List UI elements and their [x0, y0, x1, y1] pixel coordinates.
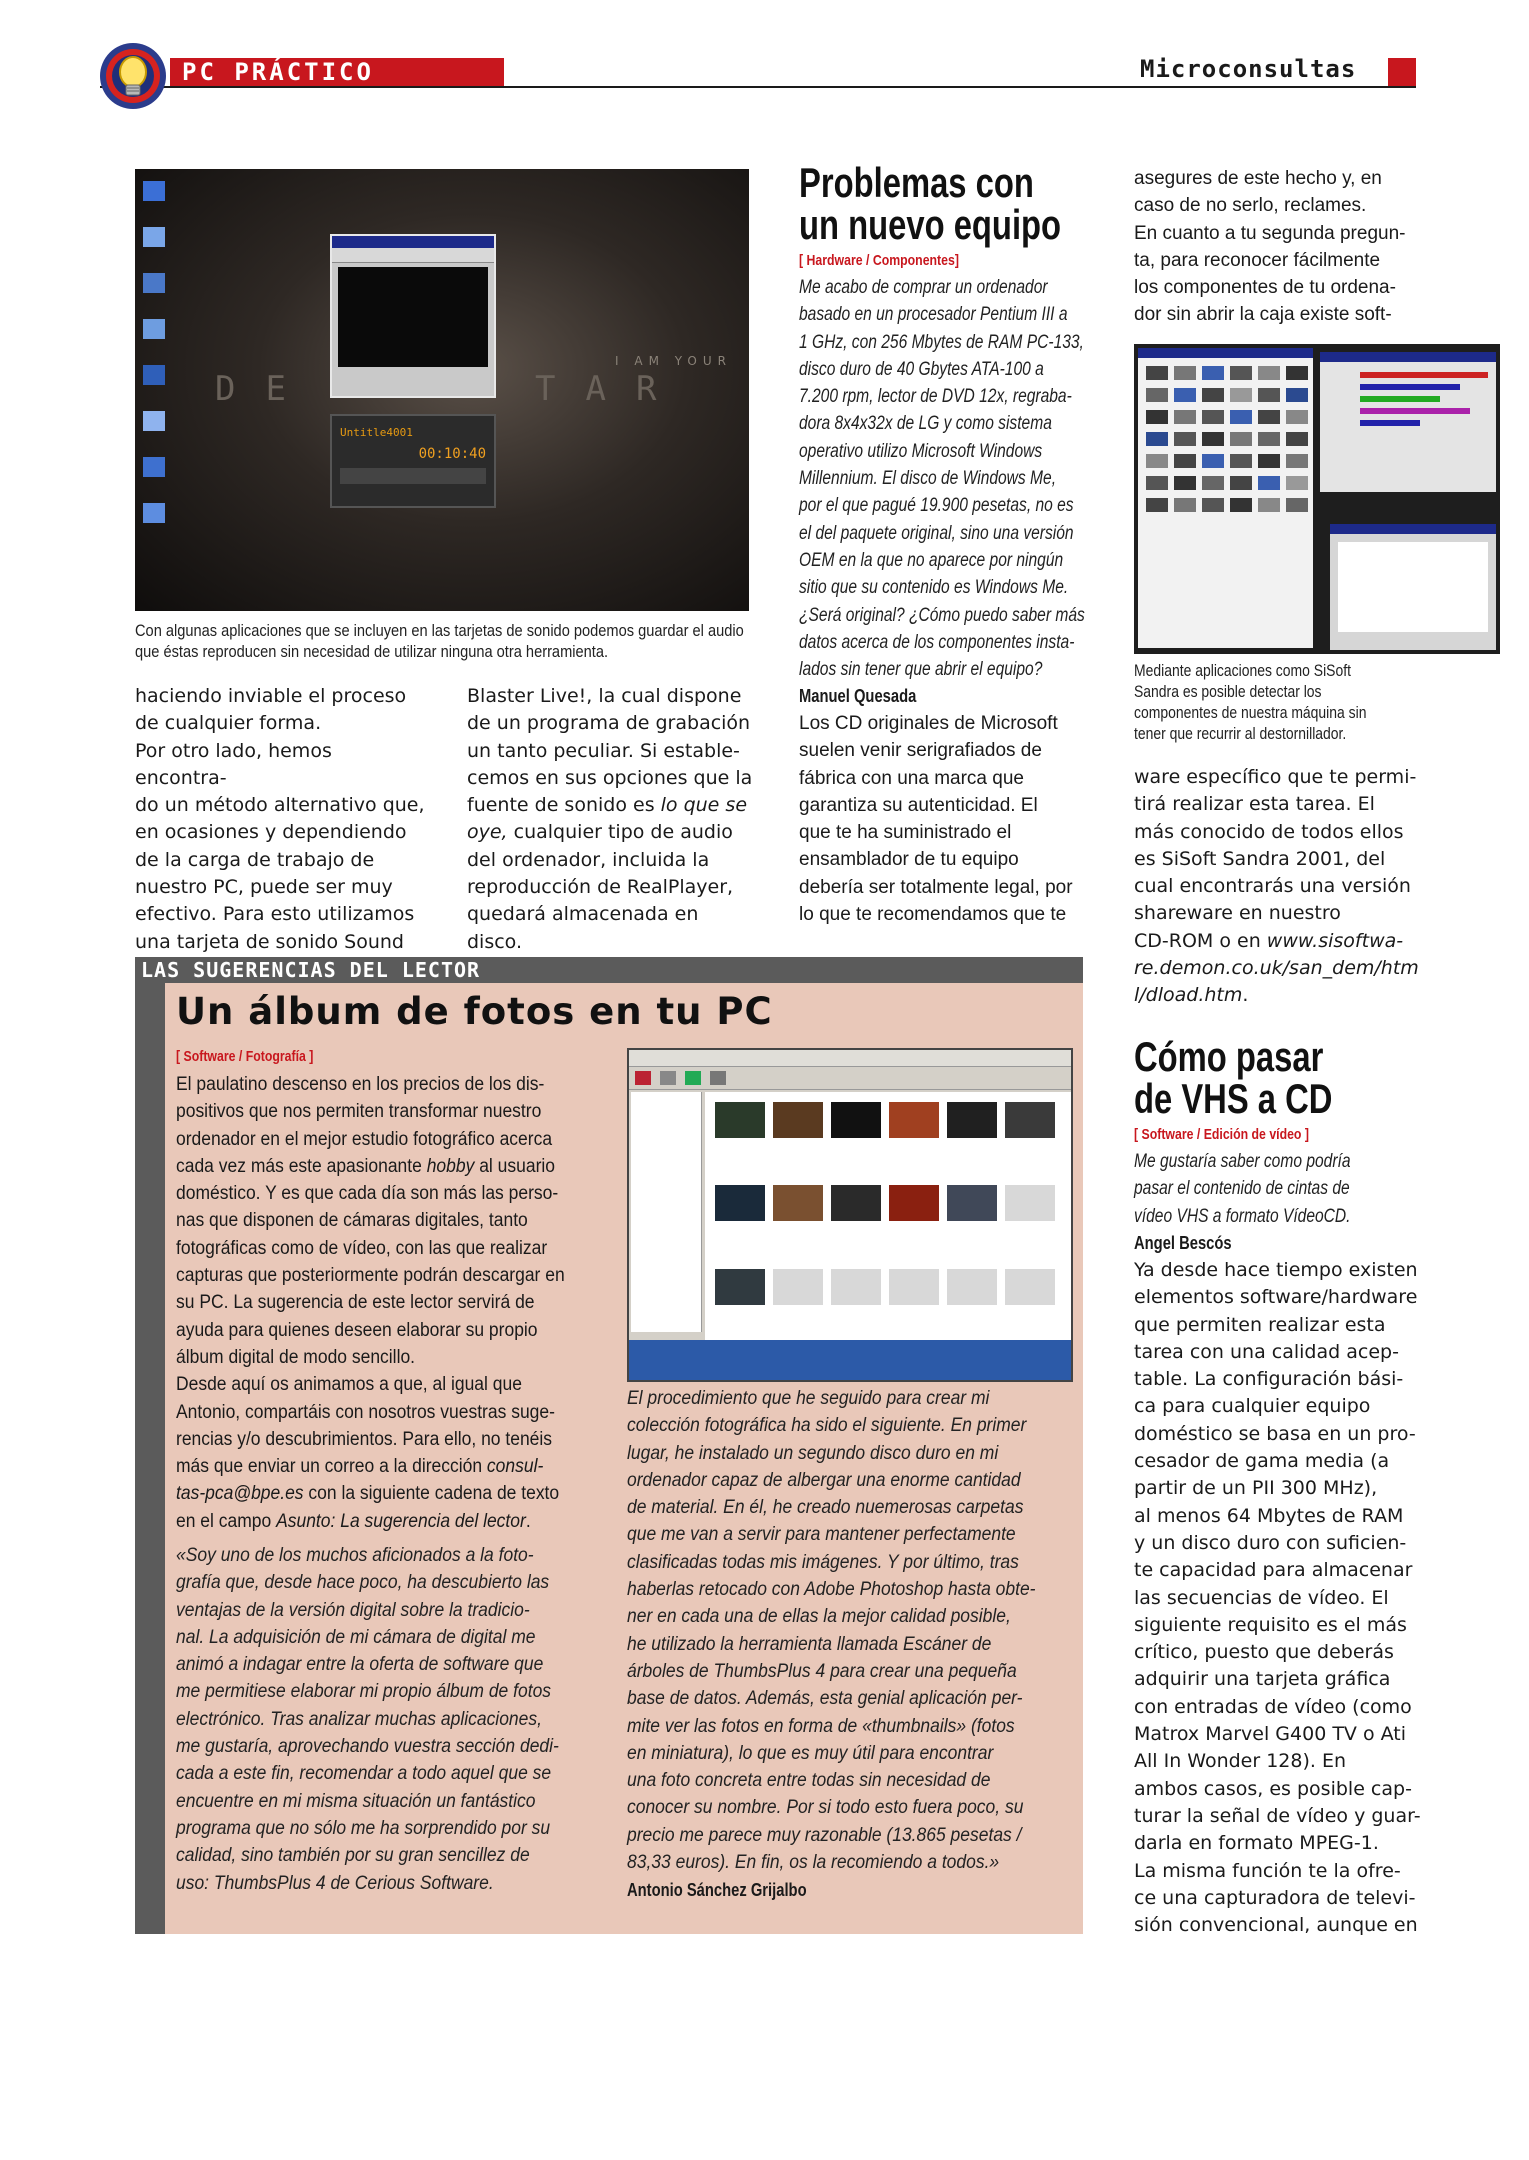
sisoft-chart-window [1320, 352, 1496, 492]
text-line: caso de no serlo, reclames. [1134, 195, 1367, 217]
text-line: me permitiese elaborar mi propio álbum de fotos [176, 1681, 552, 1703]
desktop-icon [143, 457, 165, 477]
text-line: vídeo VHS a formato VídeoCD. [1134, 1205, 1351, 1227]
text-line: nas que disponen de cámaras digitales, tanto [176, 1210, 528, 1232]
vhs-title-line2: de VHS a CD [1134, 1075, 1333, 1122]
text-line: ventajas de la versión digital sobre la tradicio- [176, 1599, 530, 1621]
right-column-mid [1134, 764, 1434, 1010]
reader-author: Antonio Sánchez Grijalbo [627, 1880, 807, 1900]
text-line: rencias y/o descubrimientos. Para ello, no tenéis [176, 1428, 553, 1450]
reader-box-side [135, 983, 165, 1934]
text-line: disco duro de 40 Gbytes ATA-100 a [799, 358, 1044, 380]
text-line: precio me parece muy razonable (13.865 pesetas / [627, 1824, 1022, 1846]
text-line: do un método alternativo que, [135, 794, 425, 817]
text-line: me gustaría, aprovechando vuestra sección dedi- [176, 1736, 559, 1758]
time-display: 00:10:40 [418, 446, 486, 462]
text-line: calidad, sino también por su gran sencillez de [176, 1845, 530, 1867]
desktop-icon [143, 181, 165, 201]
soundcard-caption: Con algunas aplicaciones que se incluyen en las tarjetas de sonido podemos guardar el audio que éstas reproducen sin necesidad de utilizar ninguna otra herramienta. [135, 621, 744, 661]
text-line: CD-ROM o en www.sisoftwa- [1134, 929, 1404, 952]
text-line: elementos software/hardware [1134, 1286, 1418, 1309]
text-line: nuestro PC, puede ser muy [135, 876, 393, 899]
text-line: doméstico. Y es que cada día son más las perso- [176, 1183, 559, 1205]
text-line: los componentes de tu ordena- [1134, 277, 1396, 299]
text-line: cual encontrarás una versión [1134, 875, 1411, 898]
reader-intro [176, 1071, 618, 1535]
desktop-icon [143, 411, 165, 431]
text-line: Sandra es posible detectar los [1134, 682, 1322, 701]
text-line: he utilizado la herramienta llamada Escáner de [627, 1633, 992, 1655]
text-line: clasificadas todas mis imágenes. Y por último, tras [627, 1551, 1019, 1573]
text-line: table. La configuración bási- [1134, 1368, 1404, 1391]
text-line: reproducción de RealPlayer, [467, 876, 734, 899]
text-line: cemos en sus opciones que la [467, 766, 753, 789]
text-line: más que enviar un correo a la dirección consul- [176, 1456, 544, 1478]
folder-tree [631, 1092, 702, 1332]
desktop-icon [143, 227, 165, 247]
text-line: ware específico que te permi- [1134, 766, 1417, 788]
text-line: OEM en la que no aparece por ningún [799, 549, 1064, 571]
problemas-answer [799, 710, 1099, 928]
text-line: el del paquete original, sino una versión [799, 522, 1074, 544]
text-line: l/dload.htm. [1134, 984, 1249, 1007]
text-line: te capacidad para almacenar [1134, 1559, 1413, 1582]
text-line: Me acabo de comprar un ordenador [799, 277, 1048, 298]
track-name: Untitle4001 [340, 426, 413, 439]
text-line: doméstico se basa en un pro- [1134, 1422, 1416, 1445]
text-line: datos acerca de los componentes insta- [799, 631, 1075, 653]
text-line: basado en un procesador Pentium III a [799, 304, 1068, 326]
text-line: pasar el contenido de cintas de [1134, 1178, 1350, 1200]
desktop-icon [143, 365, 165, 385]
text-line: En cuanto a tu segunda pregun- [1134, 222, 1406, 244]
text-line: en el campo Asunto: La sugerencia del lector. [176, 1510, 531, 1532]
text-line: Desde aquí os animamos a que, al igual que [176, 1374, 522, 1396]
text-line: Millennium. El disco de Windows Me, [799, 468, 1057, 490]
text-line: álbum digital de modo sencillo. [176, 1346, 416, 1368]
sisoft-dialog [1330, 524, 1496, 650]
text-line: ¿Será original? ¿Cómo puedo saber más [799, 604, 1085, 626]
vhs-tag: [ Software / Edición de vídeo ] [1134, 1126, 1309, 1143]
right-column-top [1134, 165, 1424, 329]
player-window [330, 234, 496, 398]
text-line: su PC. La sugerencia de este lector servirá de [176, 1292, 535, 1314]
text-line: haciendo inviable el proceso [135, 685, 407, 707]
text-line: cada vez más este apasionante hobby al usuario [176, 1155, 556, 1177]
text-line: lo que te recomendamos que te [799, 904, 1067, 926]
text-line: en miniatura), lo que es muy útil para encontrar [627, 1742, 994, 1764]
text-line: shareware en nuestro [1134, 902, 1341, 925]
text-line: 7.200 rpm, lector de DVD 12x, regraba- [799, 386, 1072, 408]
text-line: operativo utilizo Microsoft Windows [799, 440, 1043, 462]
header-rule [100, 86, 1416, 88]
text-line: Los CD originales de Microsoft [799, 713, 1058, 734]
text-line: de la carga de trabajo de [135, 848, 375, 871]
reader-tag: [ Software / Fotografía ] [176, 1048, 314, 1065]
problemas-question [799, 274, 1127, 683]
text-line: darla en formato MPEG-1. [1134, 1832, 1379, 1855]
text-line: componentes de nuestra máquina sin [1134, 703, 1367, 722]
text-line: y un disco duro con suficien- [1134, 1531, 1407, 1554]
text-line: por el que pagué 19.900 pesetas, no es [799, 495, 1074, 517]
text-line: de material. En él, he creado nuemerosas carpetas [627, 1497, 1024, 1519]
text-line: ayuda para quienes deseen elaborar su propio [176, 1319, 538, 1341]
text-line: ordenador en el mejor estudio fotográfico acerca [176, 1128, 553, 1150]
vhs-answer [1134, 1257, 1434, 1939]
text-line: «Soy uno de los muchos aficionados a la foto- [176, 1545, 534, 1566]
reader-quote-right [627, 1385, 1069, 1876]
text-line: las secuencias de vídeo. El [1134, 1586, 1389, 1609]
soundcard-screenshot [135, 169, 749, 611]
text-line: fábrica con una marca que [799, 767, 1024, 789]
text-line: re.demon.co.uk/san_dem/htm [1134, 957, 1419, 980]
text-line: Blaster Live!, la cual dispone [467, 685, 742, 707]
text-line: El paulatino descenso en los precios de los dis- [176, 1074, 545, 1095]
section-title: PC PRÁCTICO [182, 58, 374, 86]
thumbsplus-screenshot [627, 1048, 1073, 1382]
text-line: ner en cada una de ellas la mejor calidad posible, [627, 1606, 1011, 1628]
text-line: efectivo. Para esto utilizamos [135, 903, 415, 926]
text-line: cesador de gama media (a [1134, 1450, 1390, 1473]
text-line: adquirir una tarjeta gráfica [1134, 1668, 1391, 1691]
subsection-bar [1388, 58, 1416, 86]
text-line: tas-pca@bpe.es con la siguiente cadena de texto [176, 1483, 560, 1505]
text-line: de cualquier forma. [135, 712, 322, 735]
text-line: cada a este fin, recomendar a todo aquel que se [176, 1763, 552, 1785]
text-line: haberlas retocado con Adobe Photoshop hasta obte- [627, 1579, 1036, 1601]
text-line: que permiten realizar esta [1134, 1313, 1386, 1336]
text-line: 1 GHz, con 256 Mbytes de RAM PC-133, [799, 331, 1084, 353]
text-line: dora 8x4x32x de LG y como sistema [799, 413, 1052, 435]
text-line: sitio que su contenido es Windows Me. [799, 577, 1069, 599]
reader-title: Un álbum de fotos en tu PC [176, 990, 773, 1033]
text-line: conocer su nombre. Por si todo esto fuera poco, su [627, 1797, 1024, 1819]
text-line: tarea con una calidad acep- [1134, 1340, 1399, 1363]
desktop-icon [143, 273, 165, 293]
desktop-icon [143, 503, 165, 523]
text-line: electrónico. Tras analizar muchas aplicaciones, [176, 1708, 542, 1730]
text-line: que me van a servir para mantener perfectamente [627, 1524, 1016, 1546]
text-line: ensamblador de tu equipo [799, 849, 1019, 871]
text-line: nal. La adquisición de mi cámara de digital me [176, 1626, 536, 1648]
body-column-2 [467, 683, 757, 956]
desktop-icon [143, 319, 165, 339]
text-line: en ocasiones y dependiendo [135, 821, 407, 844]
text-line: animó a indagar entre la oferta de software que [176, 1654, 544, 1676]
text-line: uso: ThumbsPlus 4 de Cerious Software. [176, 1872, 494, 1894]
text-line: tener que recurrir al destornillador. [1134, 724, 1347, 743]
problemas-title-line1: Problemas con [799, 159, 1034, 206]
text-line: El procedimiento que he seguido para crear mi [627, 1388, 990, 1409]
text-line: una foto concreta entre todas sin necesidad de [627, 1770, 991, 1792]
text-line: con entradas de vídeo (como [1134, 1695, 1412, 1718]
vhs-question [1134, 1148, 1462, 1230]
text-line: base de datos. Además, esta genial aplicación per- [627, 1688, 1023, 1710]
text-line: Ya desde hace tiempo existen [1134, 1259, 1418, 1281]
text-line: fuente de sonido es lo que se [467, 794, 748, 817]
text-line: Antonio, compartáis con nosotros vuestras suge- [176, 1401, 555, 1423]
text-line: debería ser totalmente legal, por [799, 876, 1073, 898]
text-line: tirá realizar esta tarea. El [1134, 793, 1375, 816]
text-line: sión convencional, aunque en [1134, 1914, 1418, 1937]
reader-box-label: LAS SUGERENCIAS DEL LECTOR [141, 958, 481, 982]
text-line: es SiSoft Sandra 2001, del [1134, 847, 1386, 870]
text-line: partir de un PII 300 MHz), [1134, 1477, 1378, 1500]
problemas-tag: [ Hardware / Componentes] [799, 252, 959, 269]
text-line: programa que no sólo me ha sorprendido por su [176, 1817, 551, 1839]
text-line: 83,33 euros). En fin, os la recomiendo a todos.» [627, 1852, 1000, 1874]
text-line: mite ver las fotos en forma de «thumbnails» (fotos [627, 1715, 1015, 1737]
text-line: más conocido de todos ellos [1134, 820, 1404, 843]
text-line: ce una capturadora de televi- [1134, 1886, 1416, 1909]
subsection-title: Microconsultas [1140, 55, 1357, 83]
text-line: La misma función te la ofre- [1134, 1859, 1401, 1882]
reader-quote-left [176, 1542, 618, 1897]
text-line: suelen venir serigrafiados de [799, 740, 1042, 762]
text-line: turar la señal de vídeo y guar- [1134, 1804, 1421, 1827]
text-line: Mediante aplicaciones como SiSoft [1134, 661, 1351, 680]
lightbulb-logo-icon [94, 42, 172, 114]
text-line: un tanto peculiar. Si estable- [467, 739, 740, 762]
text-line: del ordenador, incluida la [467, 848, 710, 871]
text-line: oye, cualquier tipo de audio [467, 821, 733, 844]
text-line: dor sin abrir la caja existe soft- [1134, 304, 1392, 326]
text-line: grafía que, desde hace poco, ha descubierto las [176, 1572, 550, 1594]
text-line: una tarjeta de sonido Sound [135, 930, 404, 953]
text-line: quedará almacenada en disco. [467, 903, 699, 953]
text-line: ordenador capaz de albergar una enorme cantidad [627, 1469, 1021, 1491]
problemas-title-line2: un nuevo equipo [799, 201, 1062, 248]
vhs-author: Angel Bescós [1134, 1233, 1232, 1253]
sisoft-caption [1134, 660, 1462, 744]
wallpaper-text-right: TAR [535, 369, 687, 409]
text-line: Por otro lado, hemos encontra- [135, 739, 332, 789]
text-line: ta, para reconocer fácilmente [1134, 249, 1381, 271]
text-line: siguiente requisito es el más [1134, 1613, 1407, 1636]
text-line: crítico, puesto que deberás [1134, 1641, 1394, 1664]
text-line: fotográficas como de vídeo, con las que realizar [176, 1237, 548, 1259]
text-line: positivos que nos permiten transformar nuestro [176, 1101, 542, 1123]
sisoft-screenshot [1134, 344, 1500, 654]
text-line: lados sin tener que abrir el equipo? [799, 659, 1043, 681]
problemas-author: Manuel Quesada [799, 686, 917, 706]
text-line: que te ha suministrado el [799, 822, 1012, 844]
text-line: lugar, he instalado un segundo disco duro en mi [627, 1442, 999, 1464]
text-line: Matrox Marvel G400 TV o Ati [1134, 1723, 1407, 1746]
vhs-title-line1: Cómo pasar [1134, 1033, 1324, 1080]
recorder-panel [330, 414, 496, 508]
sisoft-icons-window [1138, 348, 1313, 648]
text-line: asegures de este hecho y, en [1134, 168, 1382, 189]
text-line: All In Wonder 128). En [1134, 1750, 1347, 1773]
thumbnail-grid [705, 1092, 1073, 1352]
text-line: capturas que posteriormente podrán descargar en [176, 1265, 565, 1287]
text-line: garantiza su autenticidad. El [799, 794, 1038, 816]
text-line: al menos 64 Mbytes de RAM [1134, 1504, 1404, 1527]
text-line: ca para cualquier equipo [1134, 1395, 1371, 1418]
text-line: ambos casos, es posible cap- [1134, 1777, 1412, 1800]
text-line: colección fotográfica ha sido el siguiente. En primer [627, 1415, 1027, 1437]
wallpaper-text-left: DE [215, 369, 316, 409]
text-line: encuentre en mi misma situación un fantástico [176, 1790, 536, 1812]
body-column-1 [135, 683, 425, 956]
text-line: árboles de ThumbsPlus 4 para crear una pequeña [627, 1660, 1017, 1682]
text-line: de un programa de grabación [467, 712, 751, 735]
text-line: Me gustaría saber como podría [1134, 1151, 1351, 1172]
wallpaper-tagline: I AM YOUR [615, 354, 732, 368]
